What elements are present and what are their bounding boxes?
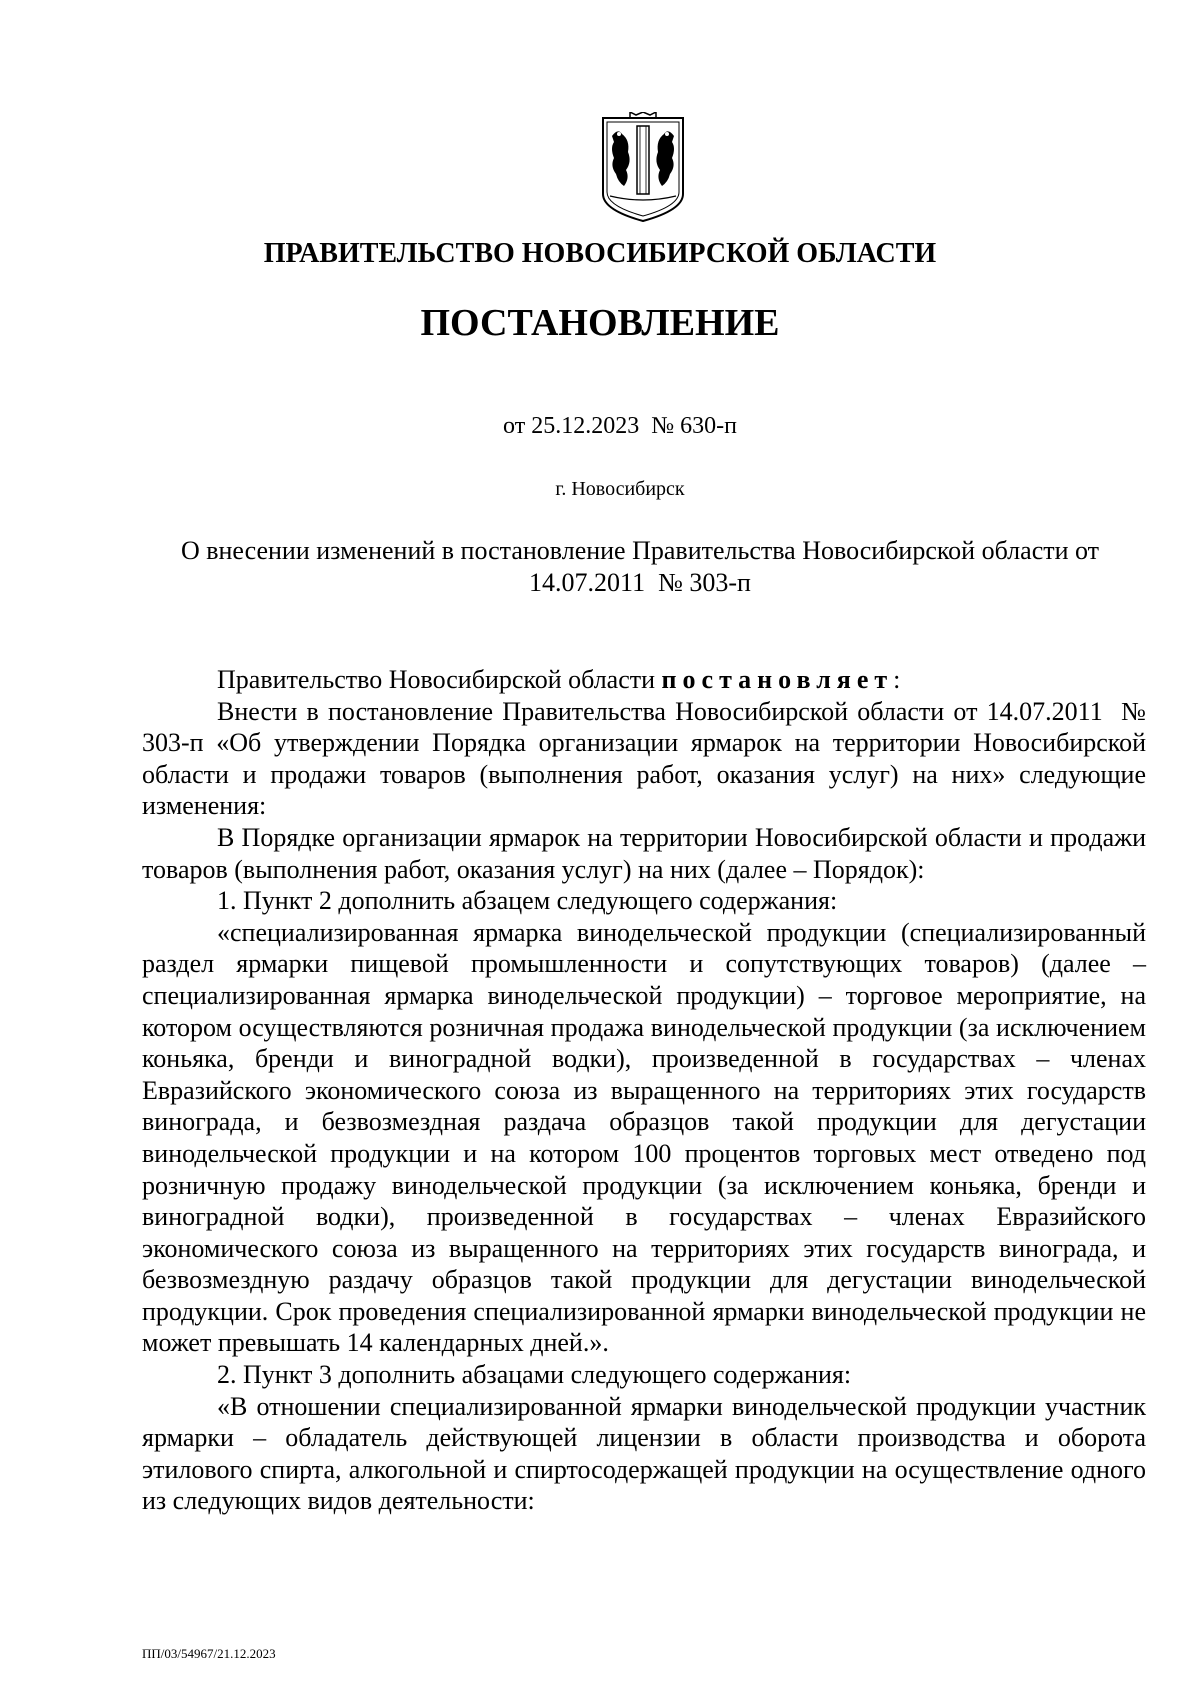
preamble-colon: :	[893, 665, 901, 694]
document-date-number: от 25.12.2023 № 630-п	[503, 413, 737, 439]
document-subject: О внесении изменений в постановление Правительства Новосибирской области от 14.07.2011 № 303-п	[180, 536, 1106, 597]
government-name: ПРАВИТЕЛЬСТВО НОВОСИБИРСКОЙ ОБЛАСТИ	[263, 238, 937, 269]
preamble-keyword: постановляет	[661, 665, 894, 694]
preamble	[142, 664, 1146, 696]
paragraph-2: В Порядке организации ярмарок на территории Новосибирской области и продажи товаров (выполнения работ, оказания услуг) на них (далее – Порядок):	[142, 822, 1146, 884]
paragraph-3: 1. Пункт 2 дополнить абзацем следующего содержания:	[217, 886, 838, 916]
paragraph-1: Внести в постановление Правительства Новосибирской области от 14.07.2011 № 303-п «Об утверждении Порядка организации ярмарок на территории Новосибирской области и продажи товаров (выполнения работ, оказания услуг) на них» следующие изменения:	[142, 696, 1153, 821]
paragraph-4: «специализированная ярмарка винодельческой продукции (специализированный раздел ярмарки пищевой промышленности и сопутствующих товаров) (далее – специализированная ярмарка винодельческой продукции) – торговое мероприятие, на котором осуществляются розничная продажа винодельческой продукции (за исключением коньяка, бренди и виноградной водки), произведенной в государствах – членах Евразийского экономического союза из выращенного на территориях этих государств винограда, и безвозмездная раздача образцов такой продукции для дегустации винодельческой продукции и на котором 100 процентов торговых мест отведено под розничную продажу винодельческой продукции (за исключением коньяка, бренди и виноградной водки), произведенной в государствах – членах Евразийского экономического союза из выращенного на территориях этих государств винограда, и безвозмездную раздачу образцов такой продукции для дегустации винодельческой продукции. Срок проведения специализированной ярмарки винодельческой продукции не может превышать 14 календарных дней.».	[142, 917, 1146, 1358]
coat-of-arms-icon	[600, 112, 686, 224]
document-type: ПОСТАНОВЛЕНИЕ	[420, 302, 780, 344]
document-city: г. Новосибирск	[555, 478, 685, 500]
preamble-lead: Правительство Новосибирской области	[217, 665, 662, 694]
paragraph-6: «В отношении специализированной ярмарки винодельческой продукции участник ярмарки – обладатель действующей лицензии в области производства и оборота этилового спирта, алкогольной и спиртосодержащей продукции на осуществление одного из следующих видов деятельности:	[142, 1391, 1146, 1516]
paragraph-5: 2. Пункт 3 дополнить абзацами следующего содержания:	[217, 1360, 852, 1390]
document-body	[142, 664, 1153, 1517]
footer-document-code: ПП/03/54967/21.12.2023	[142, 1646, 276, 1661]
